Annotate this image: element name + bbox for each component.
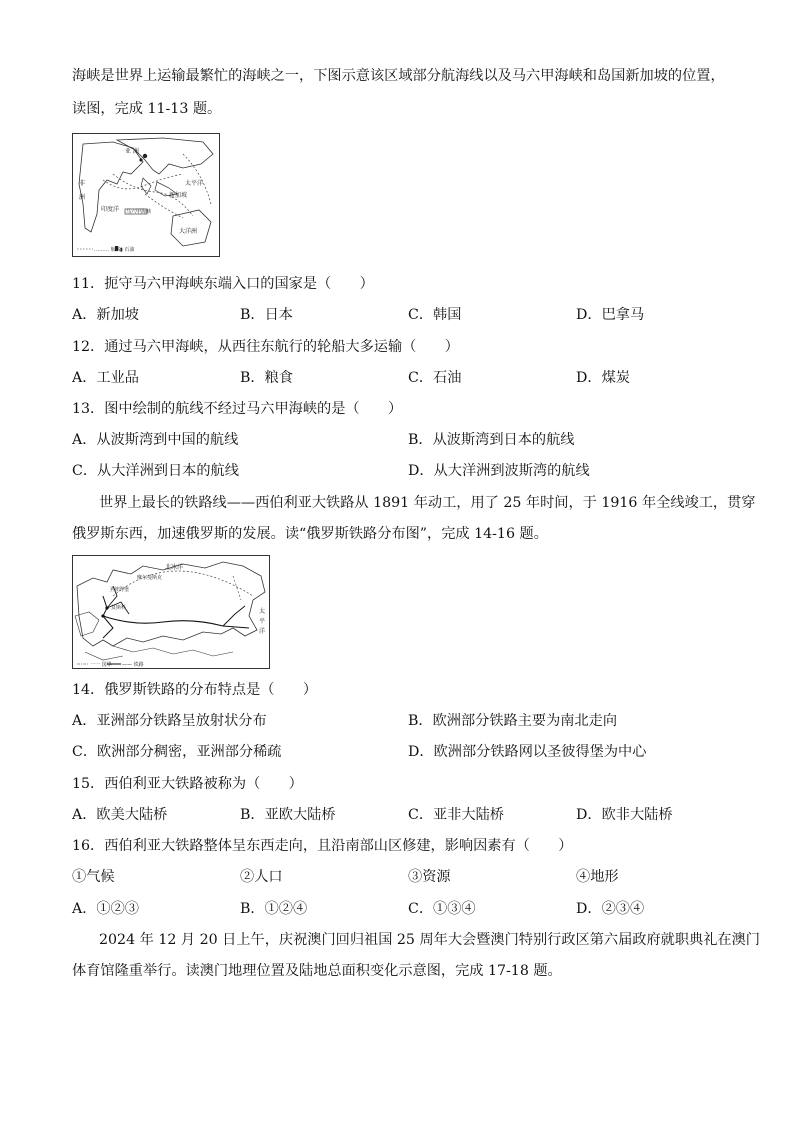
map-label-murmansk: 摩尔曼斯克 xyxy=(137,575,163,581)
intro-paragraph-1-line-2: 读图，完成 11-13 题。 xyxy=(72,101,222,117)
russia-railway-map xyxy=(72,555,270,669)
intro-paragraph-2-line-1: 世界上最长的铁路线——西伯利亚大铁路从 1891 年动工，用了 25 年时间，于 1916 年全线竣工，贯穿 xyxy=(99,495,756,511)
russia-railway-map-drawing xyxy=(73,556,269,668)
question-11-stem: 11．扼守马六甲海峡东端入口的国家是（ ） xyxy=(72,276,374,292)
question-13-option-d: D．从大洋洲到波斯湾的航线 xyxy=(408,463,590,479)
question-12-option-d: D．煤炭 xyxy=(576,370,630,386)
map-label-indian-ocean: 印度洋 xyxy=(101,206,120,213)
map-label-pacific: 太平洋 xyxy=(185,180,204,187)
map-label-pacific-1: 太 xyxy=(259,608,266,615)
shipping-route-map xyxy=(72,133,220,257)
map-label-st-petersburg: 圣彼得堡 xyxy=(109,587,130,593)
question-14-stem: 14．俄罗斯铁路的分布特点是（ ） xyxy=(72,682,318,698)
question-16-option-c: C．①③④ xyxy=(408,901,476,917)
question-12-stem: 12．通过马六甲海峡，从西往东航行的轮船大多运输（ ） xyxy=(72,339,459,355)
map-legend-route: ……… 航线 xyxy=(94,247,121,253)
question-11-option-b: B．日本 xyxy=(240,307,293,323)
shipping-route-map-drawing xyxy=(73,134,219,256)
question-13-stem: 13．图中绘制的航线不经过马六甲海峡的是（ ） xyxy=(72,401,403,417)
map-label-africa-1: 非 xyxy=(79,180,86,187)
map-label-singapore: 新加坡 xyxy=(169,192,188,199)
question-16-factor-4: ④地形 xyxy=(576,869,619,885)
intro-paragraph-3-line-2: 体育馆隆重举行。读澳门地理位置及陆地总面积变化示意图，完成 17-18 题。 xyxy=(72,963,562,979)
map-legend-border: 一一 国界 xyxy=(90,662,112,668)
question-16-factor-1: ①气候 xyxy=(72,869,115,885)
question-14-option-b: B．欧洲部分铁路主要为南北走向 xyxy=(408,713,618,729)
question-16-option-b: B．①②④ xyxy=(240,901,308,917)
question-11-option-a: A．新加坡 xyxy=(72,307,139,323)
question-12-option-a: A．工业品 xyxy=(72,370,139,386)
question-15-option-a: A．欧美大陆桥 xyxy=(72,807,168,823)
question-11-option-c: C．韩国 xyxy=(408,307,462,323)
question-12-option-c: C．石油 xyxy=(408,370,462,386)
question-15-stem: 15．西伯利亚大铁路被称为（ ） xyxy=(72,776,303,792)
question-14-option-c: C．欧洲部分稠密，亚洲部分稀疏 xyxy=(72,744,282,760)
map-label-africa-2: 洲 xyxy=(79,194,86,201)
map-legend-railway: —— 铁路 xyxy=(122,662,144,668)
question-14-option-a: A．亚洲部分铁路呈放射状分布 xyxy=(72,713,267,729)
map-label-oceania: 大洋洲 xyxy=(179,228,198,235)
question-16-option-a: A．①②③ xyxy=(72,901,139,917)
question-15-option-b: B．亚欧大陆桥 xyxy=(240,807,336,823)
intro-paragraph-1-line-1: 海峡是世界上运输最繁忙的海峡之一，下图示意该区域部分航海线以及马六甲海峡和岛国新加坡的位置， xyxy=(72,68,725,84)
map-label-pacific-3: 洋 xyxy=(259,628,266,635)
question-15-option-d: D．欧非大陆桥 xyxy=(576,807,673,823)
map-label-asia: 亚 洲 xyxy=(125,148,139,155)
map-label-pacific-2: 平 xyxy=(259,618,266,625)
question-14-option-d: D．欧洲部分铁路网以圣彼得堡为中心 xyxy=(408,744,647,760)
question-13-option-a: A．从波斯湾到中国的航线 xyxy=(72,432,239,448)
question-16-factor-2: ②人口 xyxy=(240,869,283,885)
map-legend-oil: ▮ 石油 xyxy=(120,247,135,253)
intro-paragraph-3-line-1: 2024 年 12 月 20 日上午，庆祝澳门回归祖国 25 周年大会暨澳门特别行政区第六届政府就职典礼在澳门 xyxy=(99,932,760,948)
question-15-option-c: C．亚非大陆桥 xyxy=(408,807,504,823)
map-label-arctic-ocean: 北冰洋 xyxy=(165,564,184,571)
intro-paragraph-2-line-2: 俄罗斯东西，加速俄罗斯的发展。读“俄罗斯铁路分布图”，完成 14-16 题。 xyxy=(72,526,548,542)
question-16-factor-3: ③资源 xyxy=(408,869,451,885)
question-12-option-b: B．粮食 xyxy=(240,370,293,386)
question-16-stem: 16．西伯利亚大铁路整体呈东西走向，且沿南部山区修建，影响因素有（ ） xyxy=(72,838,573,854)
question-13-option-c: C．从大洋洲到日本的航线 xyxy=(72,463,239,479)
map-label-moscow: 莫斯科 xyxy=(111,605,127,611)
question-13-option-b: B．从波斯湾到日本的航线 xyxy=(408,432,575,448)
map-label-malacca: 马六甲海峡 xyxy=(126,209,152,215)
question-16-option-d: D．②③④ xyxy=(576,901,645,917)
question-11-option-d: D．巴拿马 xyxy=(576,307,645,323)
